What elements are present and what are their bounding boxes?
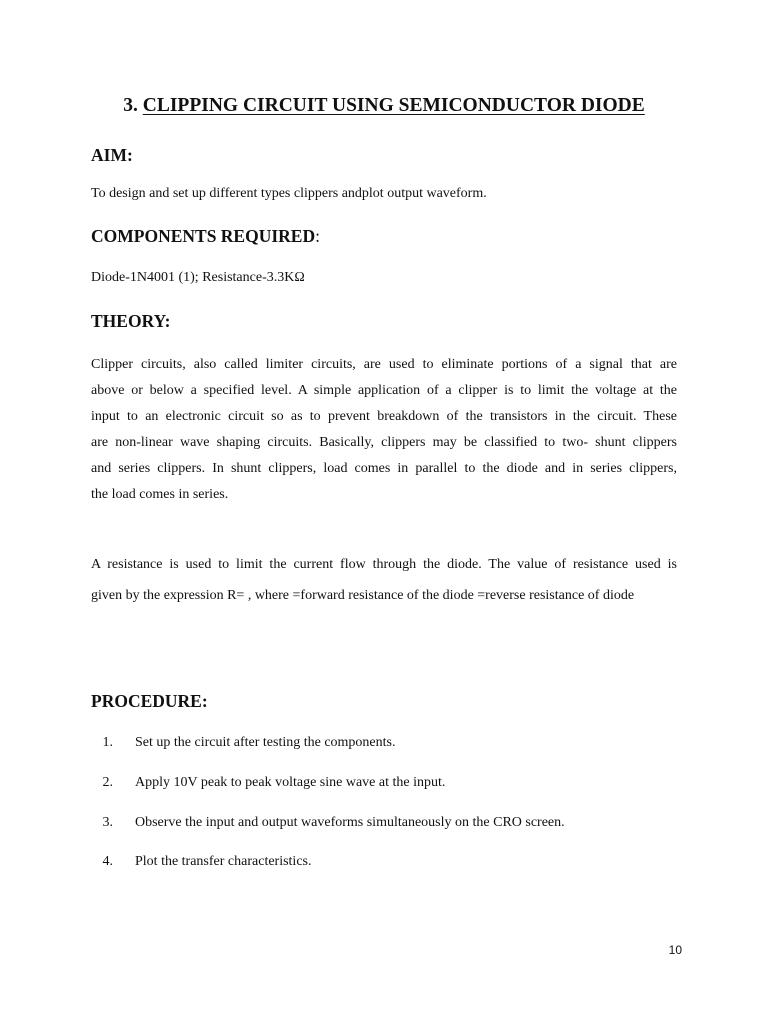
list-item-number: 1. [102,735,113,750]
list-item-number: 4. [102,854,113,869]
list-item [91,813,565,833]
title-text: CLIPPING CIRCUIT USING SEMICONDUCTOR DIODE [142,95,645,116]
text-line: and series clippers. In shunt clippers, load comes in parallel to the diode and in series clippers, [91,461,677,476]
theory-paragraph-2 [91,552,677,609]
text-line: given by the expression R= , where =forward resistance of the diode =reverse resistance of diode [91,588,635,603]
components-heading [91,225,320,247]
components-heading-text: COMPONENTS REQUIRED [91,226,316,246]
list-item-text: Observe the input and output waveforms simultaneously on the CRO screen. [135,815,565,830]
list-item-text: Plot the transfer characteristics. [135,854,312,869]
list-item-text: Set up the circuit after testing the components. [135,735,396,750]
text-line: the load comes in series. [91,487,229,502]
page-number: 10 [668,943,682,957]
list-item-text: Apply 10V peak to peak voltage sine wave at the input. [135,775,446,790]
text-line: A resistance is used to limit the current flow through the diode. The value of resistance used is [91,557,677,572]
text-line: input to an electronic circuit so as to prevent breakdown of the transistors in the circuit. These [91,409,677,424]
aim-heading: AIM: [91,145,133,165]
theory-heading: THEORY: [91,311,171,331]
aim-text: To design and set up different types clippers andplot output waveform. [91,186,487,201]
title-number: 3. [123,95,143,116]
list-item [91,733,396,753]
procedure-heading: PROCEDURE: [91,691,208,711]
text-line: above or below a specified level. A simple application of a clipper is to limit the voltage at the [91,383,677,398]
theory-paragraph-1 [91,352,677,508]
components-heading-colon: : [315,226,320,246]
list-item-number: 2. [102,775,113,790]
text-line: Clipper circuits, also called limiter circuits, are used to eliminate portions of a signal that are [91,357,677,372]
text-line: are non-linear wave shaping circuits. Basically, clippers may be classified to two- shunt clippers [91,435,677,450]
components-text: Diode-1N4001 (1); Resistance-3.3KΩ [91,270,305,285]
list-item-number: 3. [102,815,113,830]
page-title [0,94,768,118]
list-item [91,773,446,793]
list-item [91,852,312,872]
